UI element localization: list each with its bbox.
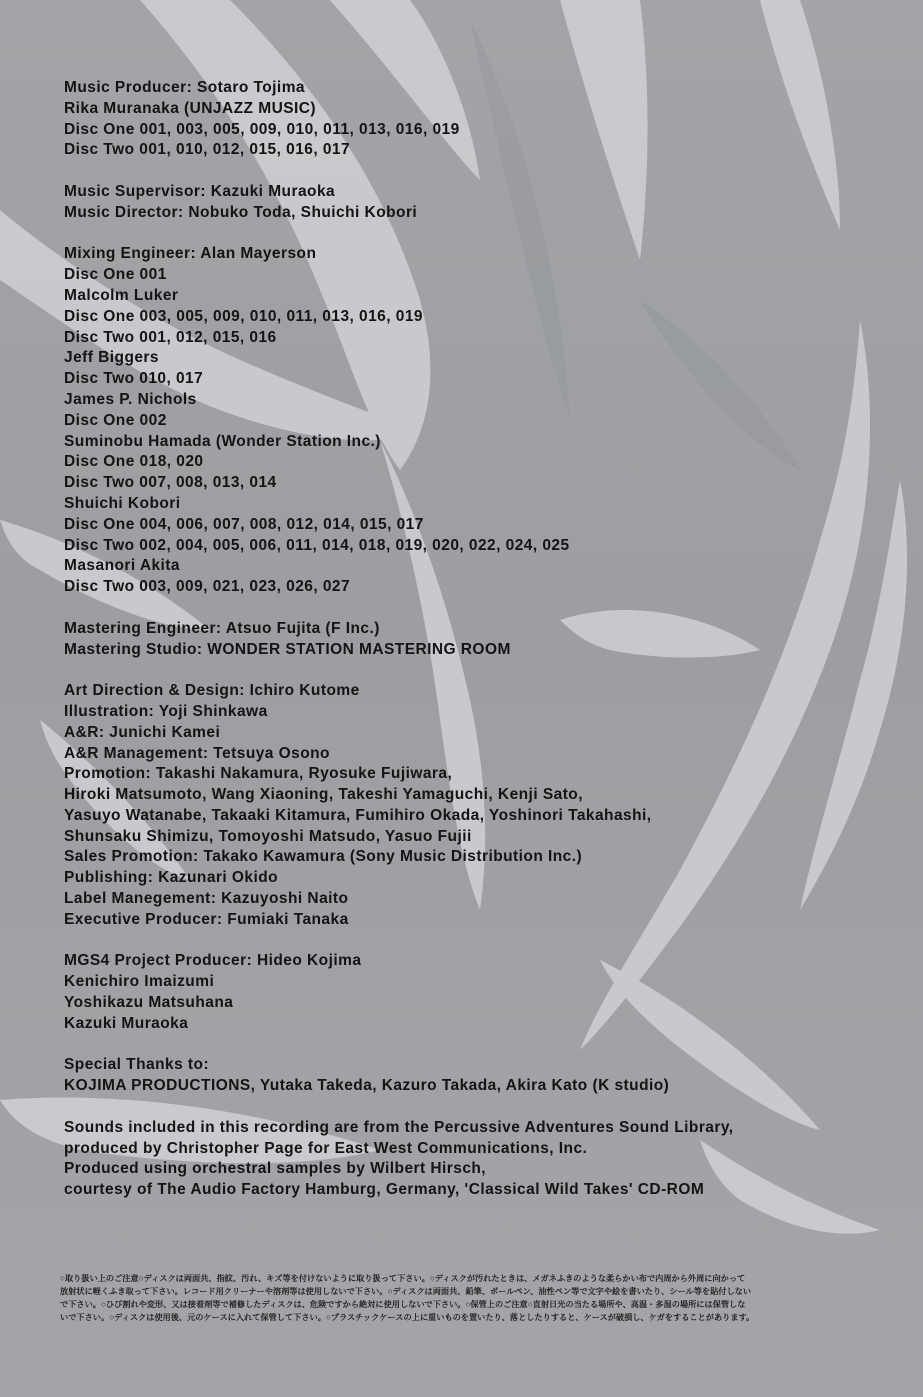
credit-line: Executive Producer: Fumiaki Tanaka — [64, 910, 349, 928]
credit-line: produced by Christopher Page for East West Communications, Inc. — [64, 1139, 588, 1157]
credit-line: Art Direction & Design: Ichiro Kutome — [64, 682, 360, 700]
credit-line: Sales Promotion: Takako Kawamura (Sony Music Distribution Inc.) — [64, 848, 583, 866]
sound-library-block — [64, 1118, 844, 1201]
credit-line: Illustration: Yoji Shinkawa — [64, 702, 268, 720]
credit-line: Mastering Studio: WONDER STATION MASTERING ROOM — [64, 640, 511, 658]
credit-line: Mastering Engineer: Atsuo Fujita (F Inc.) — [64, 619, 380, 637]
credit-line: KOJIMA PRODUCTIONS, Yutaka Takeda, Kazuro Takada, Akira Kato (K studio) — [64, 1077, 670, 1095]
mixing-engineer-block — [64, 244, 844, 598]
notice-line: いで下さい。○ディスクは使用後、元のケースに入れて保管して下さい。○プラスチックケースの上に重いものを置いたり、落としたりすると、ケースが破損し、ケガをすることがあります。 — [60, 1313, 755, 1322]
credit-line: Music Director: Nobuko Toda, Shuichi Kobori — [64, 203, 418, 221]
credit-line: Disc Two 001, 010, 012, 015, 016, 017 — [64, 141, 351, 159]
credit-line: A&R Management: Tetsuya Osono — [64, 744, 330, 762]
mastering-block — [64, 619, 844, 661]
staff-block — [64, 681, 844, 931]
music-supervision-block — [64, 182, 844, 224]
credit-line: Yoshikazu Matsuhana — [64, 994, 234, 1012]
credit-line: Produced using orchestral samples by Wilbert Hirsch, — [64, 1160, 487, 1178]
handling-notice — [60, 1272, 860, 1324]
notice-line: で下さい。○ひび割れや変形、又は接着剤等で補修したディスクは、危険ですから絶対に使用しないで下さい。○保管上のご注意○直射日光の当たる場所や、高温・多湿の場所には保管しな — [60, 1300, 746, 1309]
credit-line: Publishing: Kazunari Okido — [64, 869, 279, 887]
credit-line: Disc One 001 — [64, 266, 167, 284]
credit-line: Disc One 002 — [64, 411, 167, 429]
credit-line: Disc Two 003, 009, 021, 023, 026, 027 — [64, 578, 351, 596]
credit-line: Disc Two 001, 012, 015, 016 — [64, 328, 277, 346]
credit-line: Disc Two 010, 017 — [64, 370, 204, 388]
credit-line: Label Manegement: Kazuyoshi Naito — [64, 890, 349, 908]
credit-line: Yasuyo Watanabe, Takaaki Kitamura, Fumihiro Okada, Yoshinori Takahashi, — [64, 806, 652, 824]
credit-line: Hiroki Matsumoto, Wang Xiaoning, Takeshi Yamaguchi, Kenji Sato, — [64, 786, 583, 804]
credit-line: Masanori Akita — [64, 557, 180, 575]
credit-line: Special Thanks to: — [64, 1056, 210, 1074]
credit-line: Mixing Engineer: Alan Mayerson — [64, 245, 317, 263]
mgs4-producer-block — [64, 951, 844, 1034]
credit-line: A&R: Junichi Kamei — [64, 723, 221, 741]
notice-line: 放射状に軽くふき取って下さい。レコード用クリーナーや溶剤等は使用しないで下さい。○ディスクは両面共、鉛筆、ボールペン、油性ペン等で文字や絵を書いたり、シール等を貼付しない — [60, 1287, 752, 1296]
credit-line: Kazuki Muraoka — [64, 1014, 189, 1032]
credit-line: Kenichiro Imaizumi — [64, 973, 215, 991]
credit-line: Promotion: Takashi Nakamura, Ryosuke Fujiwara, — [64, 765, 453, 783]
credit-line: Music Producer: Sotaro Tojima — [64, 79, 305, 96]
credit-line: Shuichi Kobori — [64, 494, 181, 512]
credit-line: Disc Two 002, 004, 005, 006, 011, 014, 018, 019, 020, 022, 024, 025 — [64, 536, 570, 554]
credit-line: Disc One 004, 006, 007, 008, 012, 014, 015, 017 — [64, 515, 424, 533]
credit-line: Music Supervisor: Kazuki Muraoka — [64, 182, 336, 200]
credit-line: James P. Nichols — [64, 390, 197, 408]
credit-line: Disc One 003, 005, 009, 010, 011, 013, 016, 019 — [64, 307, 423, 325]
credit-line: Sounds included in this recording are from the Percussive Adventures Sound Library, — [64, 1118, 734, 1136]
credit-line: Disc Two 007, 008, 013, 014 — [64, 474, 277, 492]
credit-line: Rika Muranaka (UNJAZZ MUSIC) — [64, 99, 317, 117]
notice-line: ○取り扱い上のご注意○ディスクは両面共、指紋、汚れ、キズ等を付けないように取り扱って下さい。○ディスクが汚れたときは、メガネふきのような柔らかい布で内周から外周に向かって — [60, 1274, 746, 1283]
credit-line: Disc One 018, 020 — [64, 453, 204, 471]
credit-line: Disc One 001, 003, 005, 009, 010, 011, 013, 016, 019 — [64, 120, 460, 138]
credit-line: MGS4 Project Producer: Hideo Kojima — [64, 952, 362, 970]
special-thanks-block — [64, 1055, 844, 1097]
credits-text — [64, 78, 844, 1222]
credit-line: Jeff Biggers — [64, 349, 159, 367]
credit-line: Shunsaku Shimizu, Tomoyoshi Matsudo, Yasuo Fujii — [64, 827, 472, 845]
credit-line: Malcolm Luker — [64, 286, 179, 304]
credit-line: courtesy of The Audio Factory Hamburg, Germany, 'Classical Wild Takes' CD-ROM — [64, 1181, 705, 1199]
music-producer-block — [64, 78, 844, 161]
credit-line: Suminobu Hamada (Wonder Station Inc.) — [64, 432, 381, 450]
